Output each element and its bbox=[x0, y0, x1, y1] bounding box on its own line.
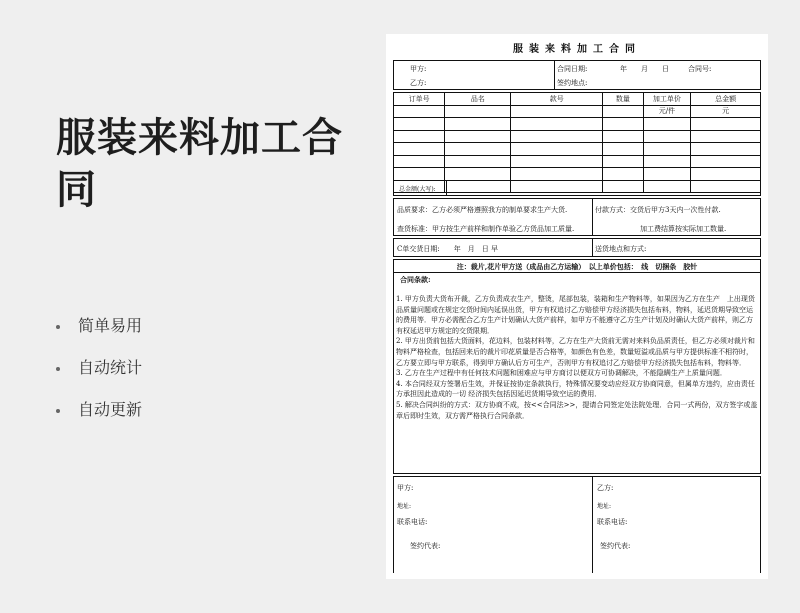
unit-cell: 元/件 bbox=[643, 105, 691, 118]
inspection-standard: 查货标准：甲方按生产前样和制作单验乙方货品加工质量. bbox=[397, 225, 575, 233]
contract-title: 服装来料加工合同 bbox=[513, 44, 641, 55]
bullet-icon bbox=[56, 325, 60, 329]
terms-list bbox=[396, 294, 758, 421]
party-b-sign: 乙方: bbox=[597, 484, 614, 492]
table-row bbox=[394, 168, 761, 181]
feature-item bbox=[56, 396, 142, 438]
total-row bbox=[393, 180, 761, 196]
table-row bbox=[394, 143, 761, 156]
hero-title: 服装来料加工合同 bbox=[56, 115, 343, 213]
contract-document bbox=[386, 34, 768, 579]
total-label: 总金额(大写): bbox=[399, 186, 436, 193]
address-a: 地址: bbox=[397, 503, 412, 510]
table-units-row bbox=[394, 105, 761, 118]
delivery-date: C单交货日期: 年 月 日 早 bbox=[397, 245, 498, 253]
feature-label: 简单易用 bbox=[78, 316, 143, 335]
delivery-row bbox=[393, 238, 761, 257]
column-header: 总金额 bbox=[691, 93, 761, 106]
term-item: 1. 甲方负责大货布开裁，乙方负责成衣生产，整烫，尾部包装，装箱和生产物料等，如果因为乙方在生产 上出现货品质量问题或在规定交货时间内延误出货，甲方有权追讨乙方赔偿甲方经济损失包括布料，物料，延迟货期导致空运的费用等．甲方必需配合乙方生产计划确认大货产前样，如甲方不能遵守乙方生产计划及时确认大货产前样，则乙方有权延迟甲方规定的交货限期． bbox=[396, 295, 755, 335]
note-line: 注：裁片,花片甲方送（成品由乙方运输） 以上单价包括： 线 切捆条 胶针 bbox=[456, 262, 698, 271]
table-row bbox=[394, 130, 761, 143]
payment-method: 付款方式：交货后甲方3天内一次性付款. bbox=[595, 206, 721, 214]
rep-a: 签约代表: bbox=[410, 542, 441, 550]
feature-label: 自动更新 bbox=[78, 400, 143, 419]
column-header: 品名 bbox=[445, 93, 511, 106]
contract-date-units: 年 月 日 bbox=[620, 65, 669, 73]
feature-label: 自动统计 bbox=[78, 358, 143, 377]
column-header: 款号 bbox=[511, 93, 603, 106]
phone-b: 联系电话: bbox=[597, 518, 628, 526]
bullet-icon bbox=[56, 409, 60, 413]
rep-b: 签约代表: bbox=[600, 542, 631, 550]
terms-block bbox=[393, 259, 761, 474]
terms-title: 合同条款: bbox=[400, 275, 431, 284]
term-item: 2. 甲方出货前包括大货面料，花边料，包装材料等，乙方在生产大货前无需对来料负品质责任，但乙方必须对裁片和物料严格检查，包括回来后的裁片印花质量是否合格等，如颜色有色差，数量短溢或品质与甲方提供标准不相符时，乙方要立即与甲方联系，得到甲方确认后方可生产，否则甲方有权追讨乙方赔偿甲方经济损失包括布料，物料等． bbox=[396, 337, 755, 367]
sign-place-label: 签约地点: bbox=[557, 79, 588, 87]
signature-block bbox=[393, 476, 761, 573]
feature-item bbox=[56, 354, 142, 396]
feature-item bbox=[56, 312, 142, 354]
processing-fee: 加工费结算按实际加工数量. bbox=[640, 225, 727, 233]
term-item: 3. 乙方在生产过程中有任何技术问题和困难应与甲方商讨以便双方可协调解决，不能隐瞒生产上质量问题． bbox=[396, 369, 727, 378]
column-header: 订单号 bbox=[394, 93, 445, 106]
party-b-label: 乙方: bbox=[410, 79, 427, 87]
table-row bbox=[394, 155, 761, 168]
unit-cell: 元 bbox=[691, 105, 761, 118]
term-item: 4. 本合同经双方签署后生效，并保证按协定条款执行，特殊情况要变动应经双方协商同意，但属单方违约，应由责任方承担因此造成的一切 经济损失包括因延迟货期导致空运的费用． bbox=[396, 379, 755, 399]
party-header bbox=[393, 60, 761, 90]
phone-a: 联系电话: bbox=[397, 518, 428, 526]
feature-list bbox=[56, 312, 142, 438]
table-row bbox=[394, 118, 761, 131]
column-header: 加工单价 bbox=[643, 93, 691, 106]
contract-date-label: 合同日期: bbox=[557, 65, 588, 73]
party-a-sign: 甲方: bbox=[397, 484, 414, 492]
items-table bbox=[393, 92, 761, 193]
term-item: 5. 解决合同纠纷的方式：双方协商不成，按<<合同法>>，提请合同签定处法院处理．合同一式两份，双方签字或盖章后即时生效，双方需严格执行合同条款． bbox=[396, 400, 758, 420]
contract-no-label: 合同号: bbox=[688, 65, 712, 73]
column-header: 数量 bbox=[603, 93, 643, 106]
quality-requirement: 品质要求：乙方必须严格遵照我方的制单要求生产大货. bbox=[397, 206, 568, 214]
bullet-icon bbox=[56, 367, 60, 371]
party-a-label: 甲方: bbox=[410, 65, 427, 73]
delivery-place: 送货地点和方式: bbox=[595, 245, 647, 253]
table-header-row bbox=[394, 93, 761, 106]
items-table-wrap bbox=[393, 92, 761, 193]
address-b: 地址: bbox=[597, 503, 612, 510]
requirements-block bbox=[393, 198, 761, 236]
